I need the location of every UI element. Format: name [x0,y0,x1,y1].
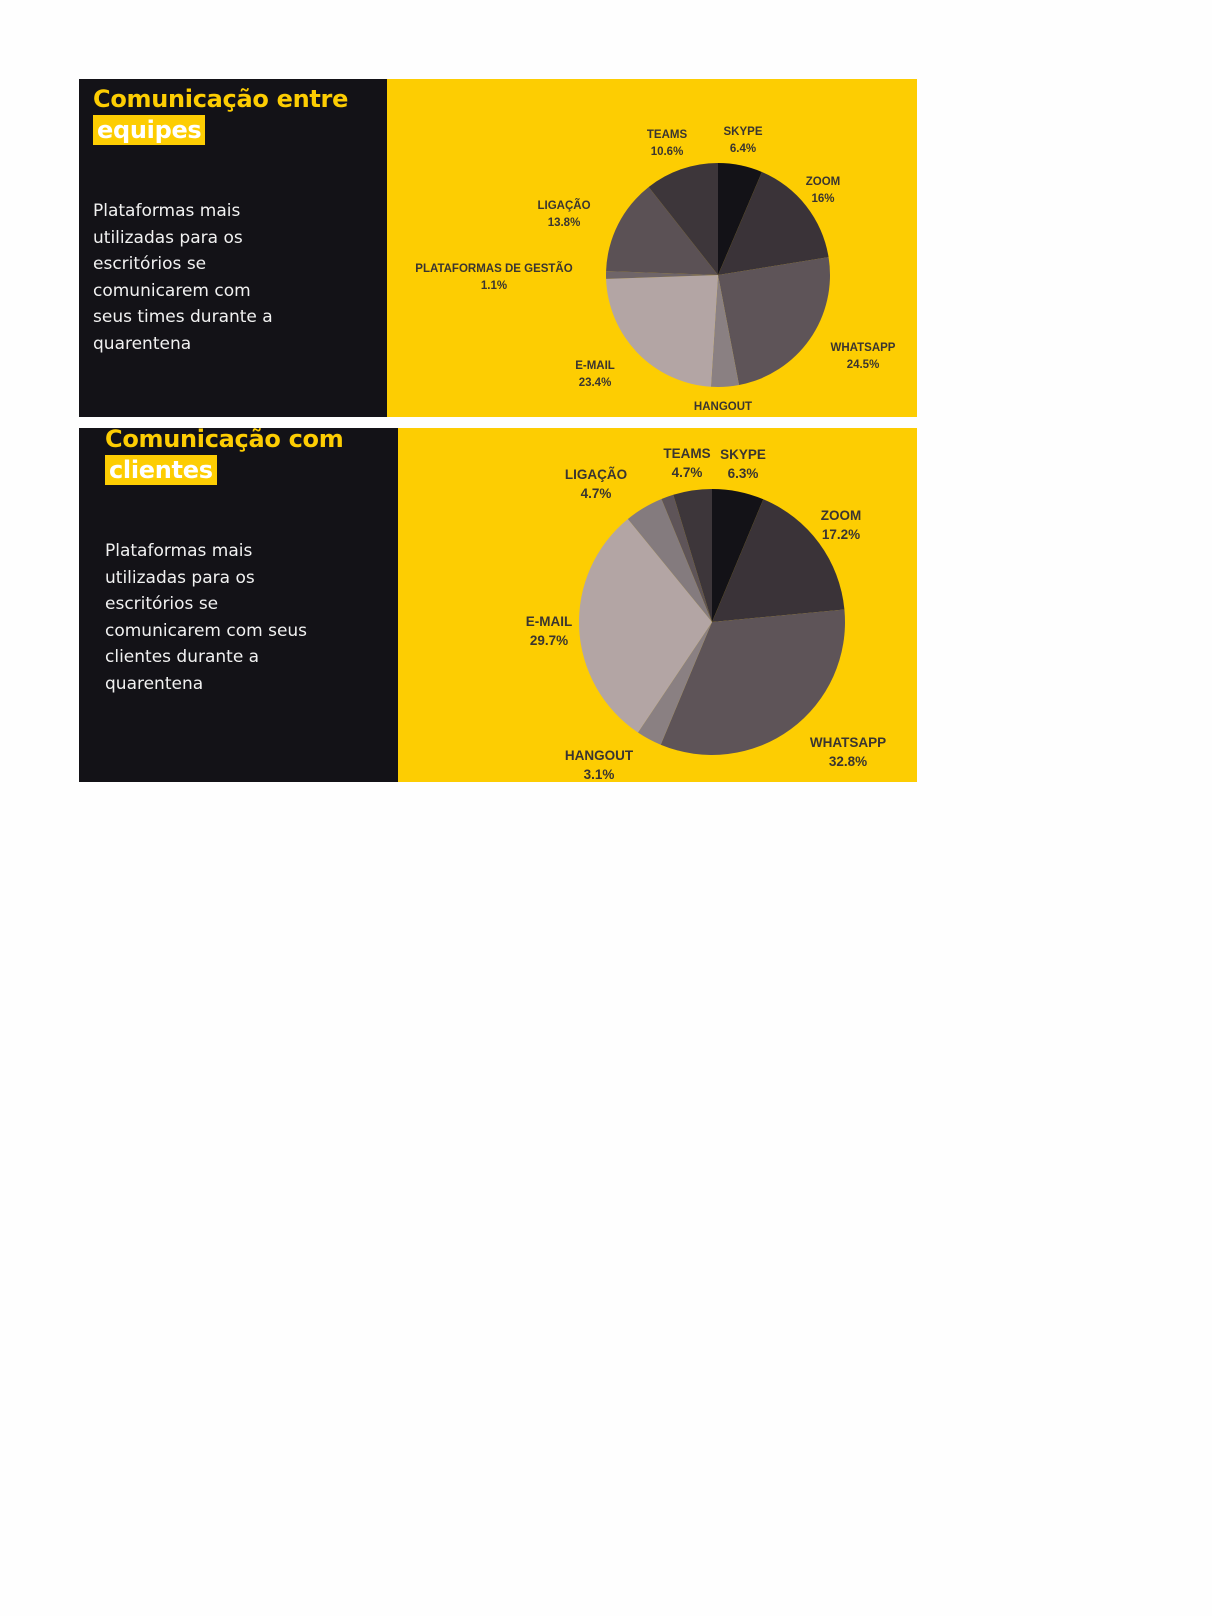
slice-label-skype [720,445,766,483]
description-line: escritórios se [93,254,207,274]
description-line: comunicarem com seus [105,620,308,641]
description-line: seus times durante a [93,307,273,327]
slice-label-zoom [806,174,841,208]
slice-label-teams [647,127,687,161]
slice-label-skype [724,124,763,158]
panel-clientes [79,425,917,782]
description-line: escritórios se [105,594,219,614]
slice-label-value: 10.6% [650,146,684,158]
slice-label-name: HANGOUT [564,748,634,763]
slice-label-value: 29.7% [529,633,569,648]
slice-label-value: 17.2% [821,527,861,542]
description-line: clientes durante a [105,647,260,667]
slice-label-value: 24.5% [846,359,880,371]
slice-label-value: 23.4% [578,377,612,389]
left-text-panel [79,425,398,782]
slice-label-name: ZOOM [805,176,841,188]
panel-description [105,538,307,697]
pie-slice-e-mail [606,275,718,387]
chart-area [387,79,917,417]
pie-chart [398,428,917,782]
slice-label-value: 4.7% [580,486,612,501]
slice-label-name: HANGOUT [693,401,753,413]
chart-area [398,428,917,782]
slice-label-value: 4.7% [671,465,703,480]
slice-label-hangout [565,746,633,782]
slice-label-plataformas-de-gestao [415,261,572,295]
slice-label-name: E-MAIL [525,614,573,629]
description-line: quarentena [93,333,192,354]
slice-label-whatsapp [831,340,896,374]
slice-label-hangout [694,399,752,416]
panel-title [105,424,343,485]
slice-label-email [575,358,615,392]
slice-label-whatsapp [810,733,886,771]
title-line-1: Comunicação com [105,425,344,453]
slice-label-name: TEAMS [646,129,688,141]
title-line-2-highlight: equipes [93,115,205,145]
panel-description [93,198,273,357]
slice-label-teams [663,444,710,482]
panel-title [93,84,348,145]
slice-label-value: 32.8% [828,754,868,769]
slice-label-zoom [821,506,862,544]
slice-label-name: WHATSAPP [830,342,896,354]
slice-label-name: ZOOM [820,508,862,523]
slice-label-value: 3.1% [583,767,615,782]
slice-label-ligacao [565,465,627,503]
slice-label-value: 6.4% [729,143,757,155]
slice-label-name: LIGAÇÃO [564,467,628,482]
description-line: Plataformas mais [105,541,253,561]
description-line: comunicarem com [93,280,251,301]
slice-label-name: E-MAIL [575,360,615,372]
slice-label-value: 13.8% [547,217,581,229]
description-line: quarentena [105,673,204,694]
slice-label-ligacao [537,198,590,232]
slice-label-value: 6.3% [727,466,759,481]
slice-label-name: TEAMS [663,446,711,461]
title-line-1: Comunicação entre [93,85,349,113]
slice-label-value: 1.1% [480,280,508,292]
slice-label-name: SKYPE [723,126,763,138]
description-line: Plataformas mais [93,201,241,221]
slice-label-email [526,612,573,650]
slice-label-value: 16% [811,193,835,205]
slice-label-name: PLATAFORMAS DE GESTÃO [415,263,573,275]
description-line: utilizadas para os [93,227,243,248]
slice-label-name: WHATSAPP [809,735,887,750]
panel-equipes [79,79,917,417]
description-line: utilizadas para os [105,567,255,588]
slice-label-name: LIGAÇÃO [537,200,591,212]
left-text-panel [79,79,387,417]
title-line-2-highlight: clientes [105,455,217,485]
slice-label-name: SKYPE [720,447,766,462]
